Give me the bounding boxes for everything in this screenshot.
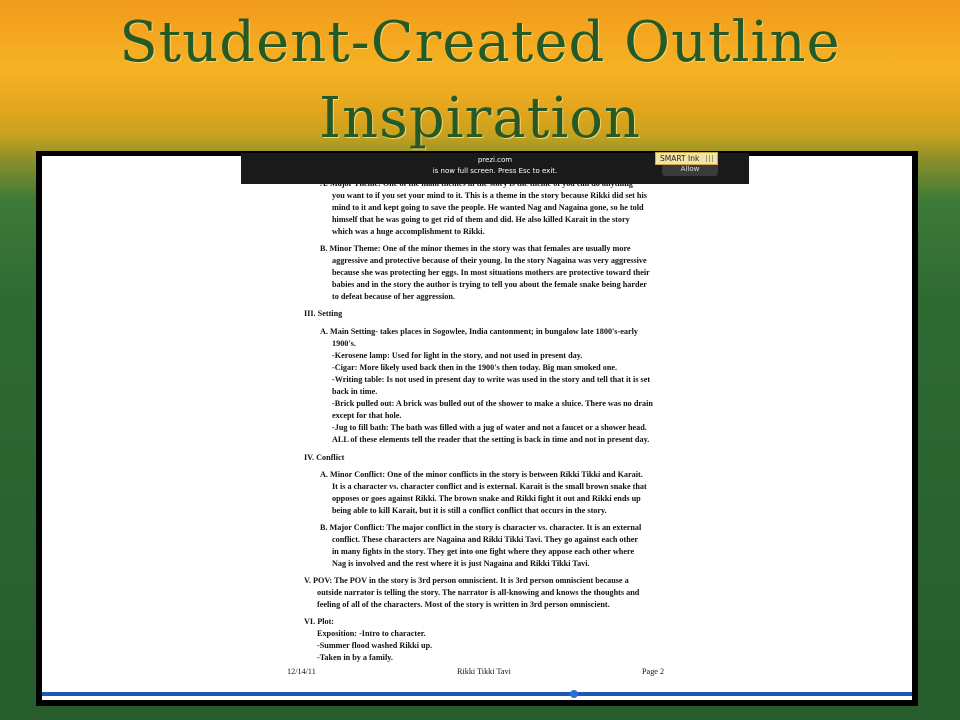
document-line: opposes or goes against Rikki. The brown snake and Rikki fight it out and Rikki ends up (332, 494, 641, 503)
document-line: aggressive and protective because of their young. In the story Nagaina was very aggressive (332, 256, 647, 265)
footer-date: 12/14/11 (287, 667, 316, 676)
document-line: ALL of these elements tell the reader that the setting is back in time and not in present day. (332, 435, 650, 444)
document-line: VI. Plot: (304, 617, 335, 626)
document-line: babies and in the story the author is trying to tell you about the female snake being harder (332, 280, 647, 289)
fullscreen-site: prezi.com (477, 156, 513, 164)
footer-title: Rikki Tikki Tavi (457, 667, 511, 676)
document-line: III. Setting (304, 309, 343, 318)
fullscreen-message: is now full screen. Press Esc to exit. (432, 167, 558, 175)
document-body (42, 156, 912, 700)
document-line: A. Main Setting- takes places in Sogowlee, India cantonment; in bungalow late 1800's-early (320, 327, 638, 336)
document-line: himself that he was going to get rid of them and did. He also killed Karait in the story (332, 215, 630, 224)
document-line: to defeat because of her aggression. (332, 292, 455, 301)
document-line: except for that hole. (332, 411, 402, 420)
document-line: outside narrator is telling the story. The narrator is all-knowing and knows the thoughts and (317, 588, 640, 597)
document-line: feeling of all of the characters. Most of the story is written in 3rd person omniscient. (317, 600, 610, 609)
document-line: Exposition: -Intro to character. (317, 629, 426, 638)
document-line: B. Major Conflict: The major conflict in the story is character vs. character. It is an external (320, 523, 642, 532)
document-line: A. Minor Conflict: One of the minor conflicts in the story is between Rikki Tikki and Karait. (320, 470, 643, 479)
document-line: -Taken in by a family. (317, 653, 393, 662)
document-line: back in time. (332, 387, 378, 396)
document-line: -Kerosene lamp: Used for light in the story, and not used in present day. (332, 351, 583, 360)
document-line: V. POV: The POV in the story is 3rd person omniscient. It is 3rd person omniscient because a (304, 576, 629, 585)
grip-icon[interactable] (706, 155, 714, 162)
document-line: IV. Conflict (304, 453, 345, 462)
document-line: B. Minor Theme: One of the minor themes in the story was that females are usually more (320, 244, 631, 253)
slide-title-line-1: Student-Created Outline (119, 10, 841, 75)
slide-title-line-2: Inspiration (318, 86, 642, 151)
progress-strip (42, 692, 912, 696)
document-line: 1900's. (332, 339, 356, 348)
document-line: -Jug to fill bath: The bath was filled with a jug of water and not a faucet or a shower head. (332, 423, 647, 432)
document-line: because she was protecting her eggs. In most situations mothers are protective toward their (332, 268, 650, 277)
document-line: Nag is involved and the rest where it is just Nagaina and Rikki Tikki Tavi. (332, 559, 590, 568)
document-line: conflict. These characters are Nagaina and Rikki Tikki Tavi. They go against each other (332, 535, 639, 544)
document-line: -Writing table: Is not used in present day to write was used in the story and tell that it is set (332, 375, 651, 384)
smart-ink-label: SMART Ink (660, 154, 700, 163)
document-line: which was a huge accomplishment to Rikki. (332, 227, 485, 236)
document-line: -Cigar: More likely used back then in the 1900's then today. Big man smoked one. (332, 363, 618, 372)
allow-button[interactable]: Allow (662, 159, 718, 176)
document-line: It is a character vs. character conflict and is external. Karait is the small brown snake that (332, 482, 647, 491)
progress-dot[interactable] (570, 690, 578, 698)
document-line: -Brick pulled out: A brick was bulled out of the shower to make a sluice. There was no drain (332, 399, 653, 408)
document-line: being able to kill Karait, but it is still a conflict conflict that occurs in the story. (332, 506, 607, 515)
document-line: mind to it and kept going to save the people. He wanted Nag and Nagaina gone, so he told (332, 203, 644, 212)
footer-page: Page 2 (642, 667, 665, 676)
document-line: you want to if you set your mind to it. This is a theme in the story because Rikki did set his (332, 191, 647, 200)
document-line: in many fights in the story. They get into one fight where they appose each other where (332, 547, 635, 556)
document-line: -Summer flood washed Rikki up. (317, 641, 433, 650)
smart-ink-toolbar[interactable] (655, 152, 718, 165)
document-page[interactable] (42, 156, 912, 700)
